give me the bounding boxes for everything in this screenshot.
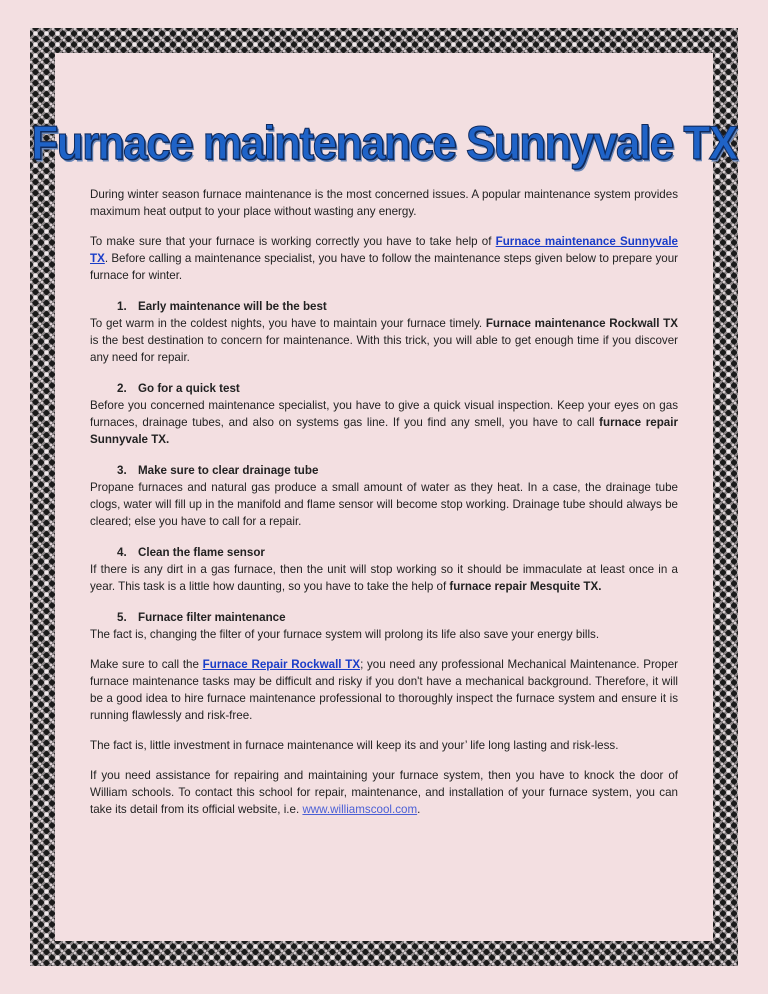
- document-title: Furnace maintenance Sunnyvale TX: [31, 117, 737, 170]
- paragraph-call: Make sure to call the Furnace Repair Rockwall TX; you need any professional Mechanical Maintenance. Proper furnace maintenance tasks may be difficult and risky if you don't have a mechanical background. Therefore, it will be a good idea to hire furnace maintenance professional to thoroughly inspect the furnace system and ensure it is running flawlessly and risk-free.: [90, 658, 679, 722]
- step-text-5: The fact is, changing the filter of your furnace system will prolong its life also save your energy bills.: [90, 628, 600, 641]
- link-furnace-repair-rockwall[interactable]: Furnace Repair Rockwall TX: [202, 658, 361, 671]
- step-heading-4: 4. Clean the flame sensor: [117, 546, 265, 559]
- link-website[interactable]: www.williamscool.com: [302, 803, 418, 816]
- step-text-3: Propane furnaces and natural gas produce a small amount of water as they heat. In a case, the drainage tube clogs, water will fill up in the manifold and flame sensor will become stop working. Drainage tube should always be cleared; else you have to call for a repair.: [90, 481, 678, 528]
- step-text-4: If there is any dirt in a gas furnace, then the unit will stop working so it should be immaculate at least once in a year. This task is a little how daunting, so you have to take the help of furnace repair Mesquite TX.: [90, 563, 678, 593]
- intro-paragraph: During winter season furnace maintenance is the most concerned issues. A popular maintenance system provides maximum heat output to your place without wasting any energy.: [90, 188, 678, 218]
- step-heading-2: 2. Go for a quick test: [117, 382, 240, 395]
- paragraph-contact: If you need assistance for repairing and maintaining your furnace system, then you have to knock the door of William schools. To contact this school for repair, maintenance, and installation of your furnace system, you can take its detail from its official website, i.e. www.williamscool.com.: [90, 769, 678, 816]
- step-text-2: Before you concerned maintenance specialist, you have to give a quick visual inspection. Keep your eyes on gas furnaces, drainage tubes, and also on systems gas line. If you find any smell, you have to call furnace repair Sunnyvale TX.: [90, 399, 678, 446]
- step-heading-3: 3. Make sure to clear drainage tube: [117, 464, 319, 477]
- step-heading-5: 5. Furnace filter maintenance: [117, 611, 286, 624]
- step-text-1: To get warm in the coldest nights, you have to maintain your furnace timely. Furnace maintenance Rockwall TX is the best destination to concern for maintenance. With this trick, you will able to get enough time if you discover any need for repair.: [90, 317, 679, 364]
- paragraph-prepare: To make sure that your furnace is working correctly you have to take help of Furnace maintenance Sunnyvale TX. Before calling a maintenance specialist, you have to follow the maintenance steps given below to prepare your furnace for winter.: [90, 235, 678, 282]
- paragraph-fact: The fact is, little investment in furnace maintenance will keep its and your’ life long lasting and risk-less.: [90, 739, 619, 752]
- document-body: [90, 186, 678, 818]
- link-furnace-maintenance-sunnyvale[interactable]: Furnace maintenance Sunnyvale TX: [90, 235, 678, 265]
- step-heading-1: 1. Early maintenance will be the best: [117, 300, 327, 313]
